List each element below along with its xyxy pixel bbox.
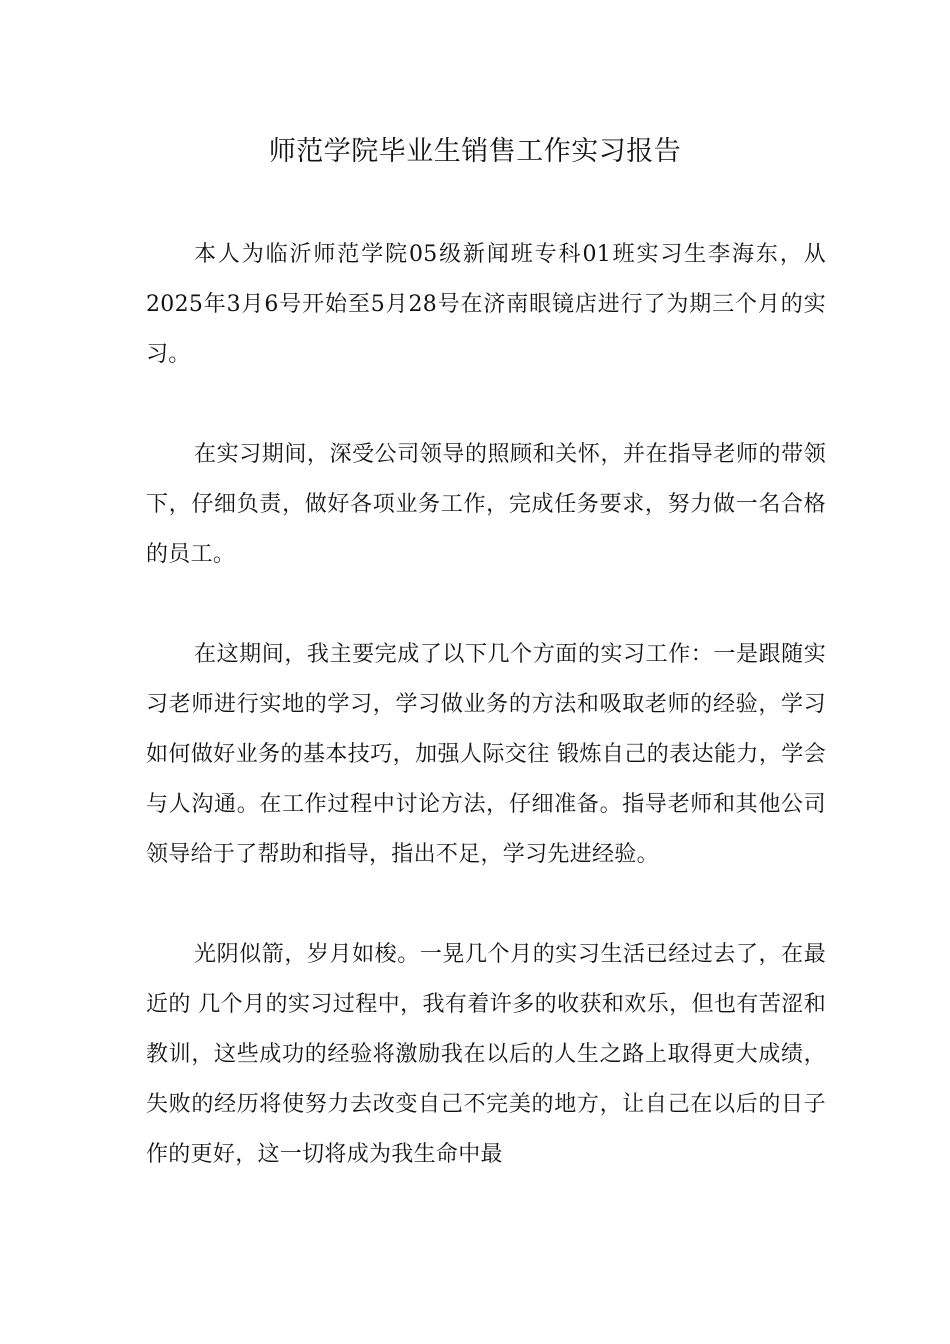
paragraph-4: 光阴似箭，岁月如梭。一晃几个月的实习生活已经过去了，在最近的 几个月的实习过程中，我有着许多的收获和欢乐，但也有苦涩和教训，这些成功的经验将激励我在以后的人生之路上取得更大成绩，失败的经历将使努力去改变自己不完美的地方，让自己在以后的日子作的更好，这一切将成为我生命中最 [146, 942, 826, 1167]
paragraph-1: 本人为临沂师范学院05级新闻班专科01班实习生李海东，从2025年3月6号开始至5月28号在济南眼镜店进行了为期三个月的实习。 [146, 242, 826, 367]
paragraph-3: 在这期间，我主要完成了以下几个方面的实习工作：一是跟随实习老师进行实地的学习，学习做业务的方法和吸取老师的经验，学习如何做好业务的基本技巧，加强人际交往 锻炼自己的表达能力，学会与人沟通。在工作过程中讨论方法，仔细准备。指导老师和其他公司领导给于了帮助和指导，指出不足，学习先进经验。 [146, 642, 826, 867]
document-body [146, 230, 826, 1230]
paragraph-2: 在实习期间，深受公司领导的照顾和关怀，并在指导老师的带领下，仔细负责，做好各项业务工作，完成任务要求，努力做一名合格的员工。 [146, 442, 826, 567]
document-title: 师范学院毕业生销售工作实习报告 [268, 136, 682, 167]
